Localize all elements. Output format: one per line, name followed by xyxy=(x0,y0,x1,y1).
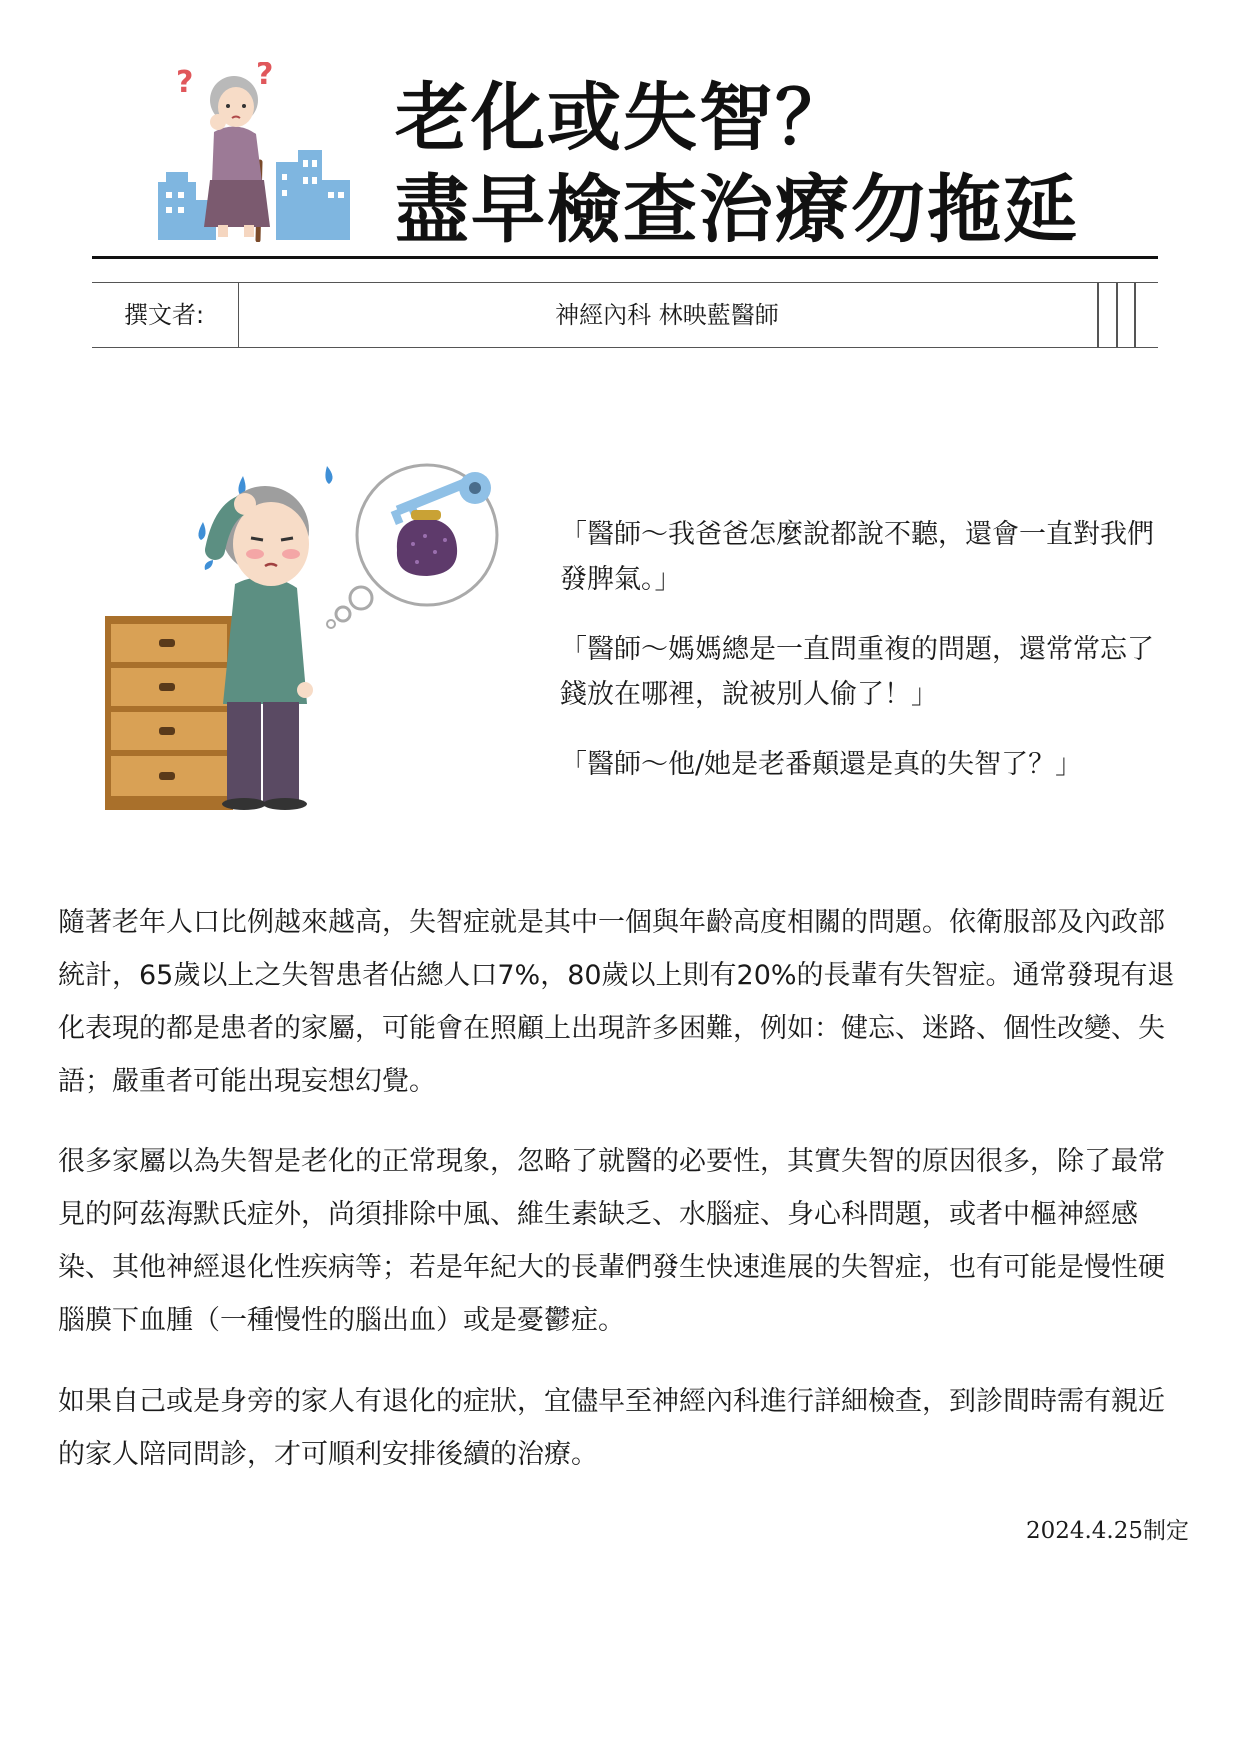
paragraph-1: 隨著老年人口比例越來越高，失智症就是其中一個與年齡高度相關的問題。依衛服部及內政部統計，65歲以上之失智患者佔總人口7%，80歲以上則有20%的長輩有失智症。通常發現有退化表現的都是患者的家屬，可能會在照顧上出現許多困難，例如：健忘、迷路、個性改變、失語；嚴重者可能出現妄想幻覺。 xyxy=(58,907,1175,1097)
decor-line xyxy=(1134,283,1136,347)
confused-grandma-illustration xyxy=(158,62,363,242)
author-name: 神經內科 林映藍醫師 xyxy=(555,301,779,329)
paragraph-3: 如果自己或是身旁的家人有退化的症狀，宜儘早至神經內科進行詳細檢查，到診間時需有親近的家人陪同問診，才可順利安排後續的治療。 xyxy=(58,1386,1165,1470)
title-divider xyxy=(92,256,1158,259)
paragraph-2: 很多家屬以為失智是老化的正常現象，忽略了就醫的必要性，其實失智的原因很多，除了最常見的阿茲海默氏症外，尚須排除中風、維生素缺乏、水腦症、身心科問題，或者中樞神經感染、其他神經退化性疾病等；若是年紀大的長輩們發生快速進展的失智症，也有可能是慢性硬腦膜下血腫（一種慢性的腦出血）或是憂鬱症。 xyxy=(58,1146,1165,1336)
author-row xyxy=(92,282,1158,348)
quote-1: 「醫師～我爸爸怎麼說都說不聽，還會一直對我們發脾氣。」 xyxy=(560,519,1154,595)
quote-3: 「醫師～他/她是老番顛還是真的失智了？」 xyxy=(560,749,1083,780)
title-line-1: 老化或失智？ xyxy=(395,75,851,161)
forgetful-man-illustration xyxy=(95,440,515,830)
issue-date: 2024.4.25制定 xyxy=(1025,1518,1189,1544)
decor-line xyxy=(1097,283,1099,347)
svg-text:?: ? xyxy=(176,65,194,100)
title-line-2: 盡早檢查治療勿拖延 xyxy=(395,167,1079,253)
author-label: 撰文者: xyxy=(124,301,205,329)
quote-2: 「醫師～媽媽總是一直問重複的問題，還常常忘了錢放在哪裡，說被別人偷了！」 xyxy=(560,634,1154,710)
svg-text:?: ? xyxy=(256,62,274,92)
decor-line xyxy=(1116,283,1118,347)
